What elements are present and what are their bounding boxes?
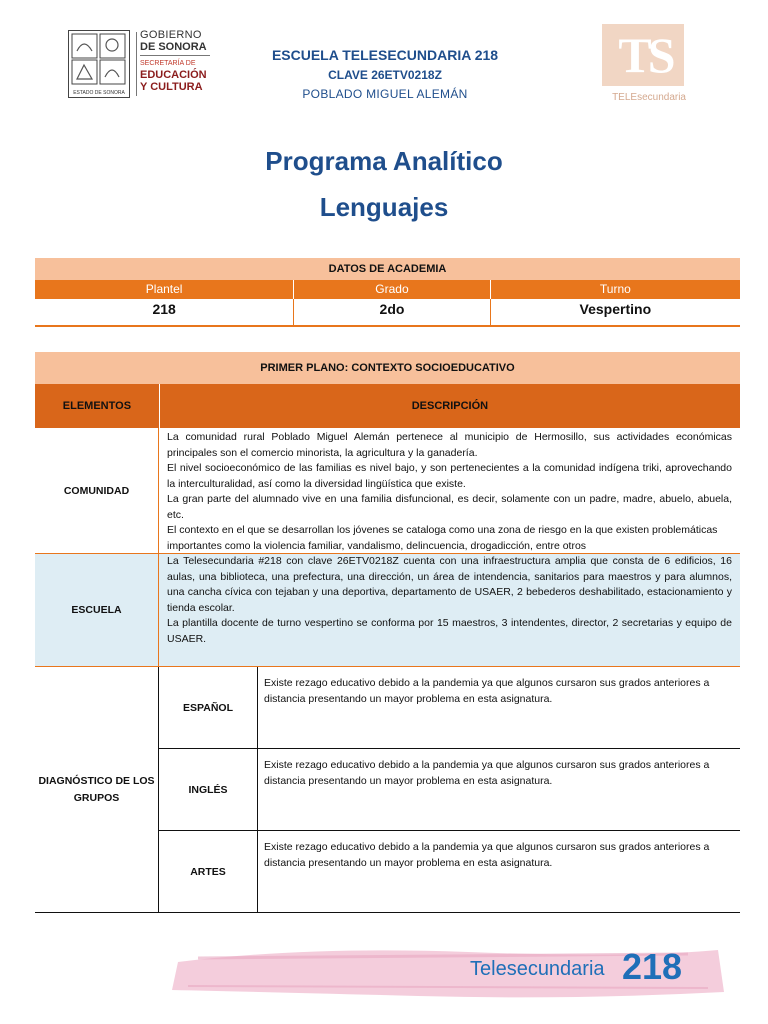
diagnostico-row <box>35 667 740 913</box>
comunidad-p3: La gran parte del alumnado vive en una familia disfuncional, es decir, solamente con un padre, madre, abuelo, abuela, etc. <box>167 493 732 521</box>
secretaria-line2: EDUCACIÓN <box>140 69 207 81</box>
academia-col-turno: Turno <box>599 282 631 296</box>
ts-logo-name: TELEsecundaria <box>612 92 686 103</box>
school-location: POBLADO MIGUEL ALEMÁN <box>302 87 468 101</box>
school-clave: CLAVE 26ETV0218Z <box>328 68 442 82</box>
diagnostico-label-text: DIAGNÓSTICO DE LOS GRUPOS <box>38 774 155 804</box>
contexto-heading: PRIMER PLANO: CONTEXTO SOCIOEDUCATIVO <box>35 352 740 384</box>
school-name: ESCUELA TELESECUNDARIA 218 <box>271 47 499 63</box>
seal-caption: ESTADO DE SONORA <box>73 90 125 96</box>
escuela-description <box>159 554 740 666</box>
document-title: Programa Analítico <box>265 146 503 176</box>
gobierno-line1: GOBIERNO <box>140 29 202 41</box>
academia-table <box>35 258 740 327</box>
footer-number: 218 <box>622 946 683 987</box>
document-subtitle: Lenguajes <box>319 192 449 222</box>
telesecundaria-logo <box>600 24 686 108</box>
comunidad-label: COMUNIDAD <box>35 428 159 553</box>
table-row <box>35 428 740 554</box>
escuela-p2: La plantilla docente de turno vespertino se conforma por 15 maestros, 3 intendentes, director, 2 secretarias y equipo de USAER. <box>167 617 732 645</box>
footer-brand <box>470 946 730 990</box>
gobierno-line2: DE SONORA <box>140 41 207 53</box>
col-elementos: ELEMENTOS <box>35 384 160 428</box>
subject-row <box>159 749 740 831</box>
secretaria-line1: SECRETARÍA DE <box>140 60 196 67</box>
escuela-p1: La Telesecundaria #218 con clave 26ETV0218Z cuenta con una infraestructura amplia que consta de 6 edificios, 16 aulas, una biblioteca, una prefectura, una dirección, un área de intendencia, sanitarios para maestros y para alumnos, una cancha cívica con tejaban y una deportiva, departamento de USAER, 2 bebederos deshabilitado, estacionamiento y tienda escolar. <box>167 555 732 614</box>
gobierno-sonora-logo <box>68 30 210 100</box>
subject-espanol: ESPAÑOL <box>159 667 258 748</box>
subject-row <box>159 667 740 749</box>
academia-col-grado: Grado <box>294 280 490 299</box>
table-row <box>35 554 740 667</box>
subject-artes: ARTES <box>159 831 258 913</box>
academia-val-turno: Vespertino <box>579 301 652 317</box>
sonora-seal-icon <box>68 30 130 98</box>
escuela-label: ESCUELA <box>35 554 159 666</box>
col-descripcion: DESCRIPCIÓN <box>411 400 489 412</box>
ts-letters: TS <box>618 27 672 83</box>
footer-word: Telesecundaria <box>470 958 605 980</box>
subject-espanol-text: Existe rezago educativo debido a la pandemia ya que algunos cursaron sus grados anteriores a distancia presentando un mayor problema en esta asignatura. <box>264 677 710 705</box>
academia-val-grado: 2do <box>294 299 490 325</box>
academia-heading: DATOS DE ACADEMIA <box>35 258 740 280</box>
subject-ingles-text: Existe rezago educativo debido a la pandemia ya que algunos cursaron sus grados anteriores a distancia presentando un mayor problema en esta asignatura. <box>264 759 710 787</box>
academia-val-plantel: 218 <box>35 299 294 325</box>
subject-ingles: INGLÉS <box>159 749 258 830</box>
comunidad-p1: La comunidad rural Poblado Miguel Alemán pertenece al municipio de Hermosillo, sus actividades económicas principales son el comercio minorista, la agricultura y la ganadería. <box>167 431 732 459</box>
diagnostico-label <box>35 667 159 912</box>
comunidad-description <box>159 428 740 553</box>
subject-artes-text: Existe rezago educativo debido a la pandemia ya que algunos cursaron sus grados anteriores a distancia presentando un mayor problema en esta asignatura. <box>264 841 710 869</box>
academia-col-plantel: Plantel <box>35 280 294 299</box>
secretaria-line3: Y CULTURA <box>140 81 203 93</box>
subject-row <box>159 831 740 913</box>
ts-logo-icon <box>602 24 684 86</box>
comunidad-p2: El nivel socioeconómico de las familias es nivel bajo, y son pertenecientes a la comunidad indígena triki, aprovechando la interculturalidad, así como la diversidad lingüística que existe. <box>167 462 732 490</box>
contexto-table <box>35 352 740 913</box>
comunidad-p4: El contexto en el que se desarrollan los jóvenes se cataloga como una zona de riesgo en la que existen problemáticas importantes como la violencia familiar, vandalismo, delincuencia, drogadicción, entre otros <box>167 524 718 552</box>
